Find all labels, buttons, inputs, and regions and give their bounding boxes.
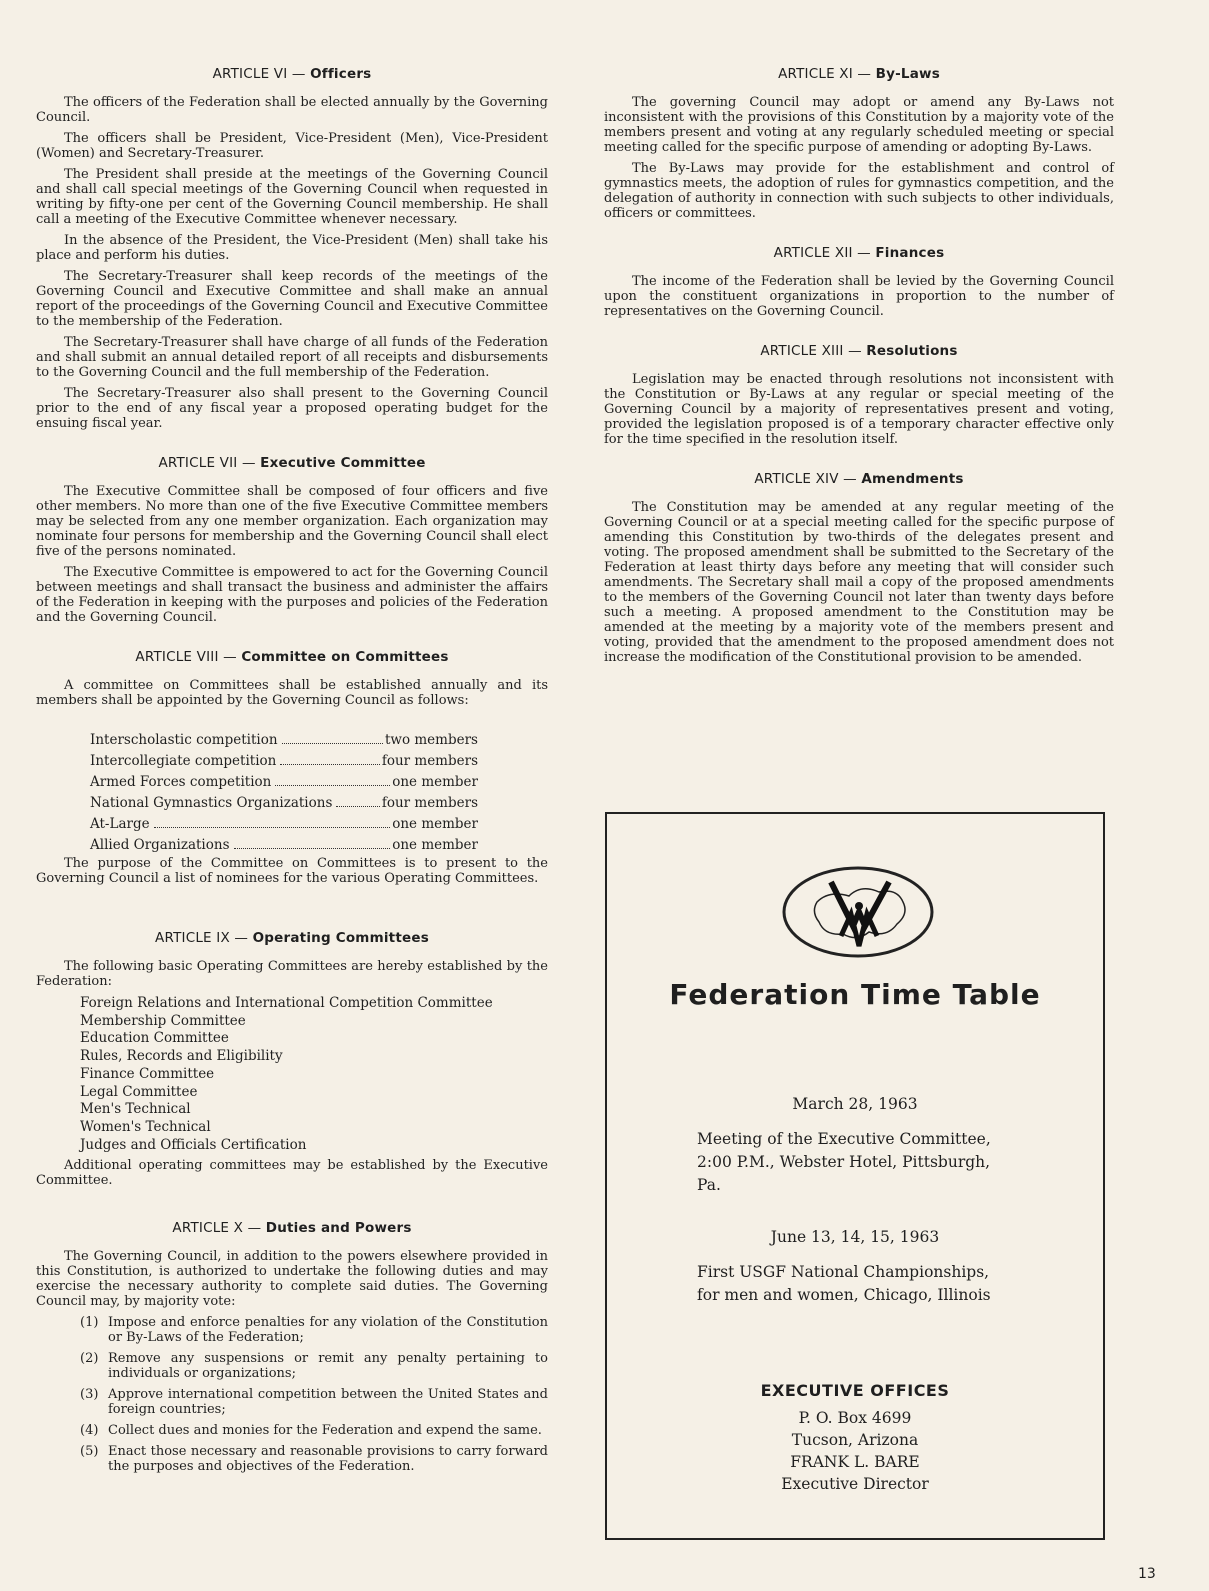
- article-6-paragraph: The President shall preside at the meetings of the Governing Council and shall call special meetings of the Governing Council when requested in writing by fifty-one per cent of the Governing Council membership. He shall call a meeting of the Executive Committee whenever necessary.: [36, 167, 548, 227]
- list-item: Legal Committee: [80, 1083, 198, 1100]
- list-item: National Gymnastics Organizations four members: [90, 795, 478, 811]
- list-item: (1) Impose and enforce penalties for any violation of the Constitution or By-Laws of the Federation;: [80, 1315, 548, 1346]
- event-date: June 13, 14, 15, 1963: [770, 1228, 940, 1246]
- event-description: Meeting of the Executive Committee, 2:00 P.M., Webster Hotel, Pittsburgh, Pa.: [697, 1130, 991, 1194]
- article-9-outro: Additional operating committees may be established by the Executive Committee.: [36, 1158, 548, 1189]
- usgf-logo-icon: [779, 862, 937, 962]
- committee-membership-list: [90, 730, 478, 856]
- article-13-paragraph: Legislation may be enacted through resolutions not inconsistent with the Constitution or By-Laws at any regular or special meeting of the Governing Council by a majority of representatives present and voting, provided the legislation proposed is of a temporary character effective only for the time specified in the resolution itself.: [604, 372, 1114, 447]
- list-item: (5) Enact those necessary and reasonable provisions to carry forward the purposes and objectives of the Federation.: [80, 1444, 548, 1475]
- executive-offices-heading: EXECUTIVE OFFICES: [760, 1381, 950, 1400]
- list-item: Interscholastic competition two members: [90, 732, 478, 748]
- article-7-paragraph: The Executive Committee is empowered to act for the Governing Council between meetings and shall transact the business and administer the affairs of the Federation in keeping with the purposes and policies of the Federation and the Governing Council.: [36, 565, 548, 625]
- list-item: Education Committee: [80, 1030, 229, 1047]
- article-7-paragraph: The Executive Committee shall be composed of four officers and five other members. No more than one of the five Executive Committee members may be selected from any one member organization. Each organization may nominate four persons for membership and the Governing Council shall elect five of the persons nominated.: [36, 484, 548, 559]
- list-item: Membership Committee: [80, 1012, 246, 1029]
- article-6-paragraph: The Secretary-Treasurer shall keep records of the meetings of the Governing Council and Executive Committee and shall make an annual report of the proceedings of the Governing Council and Executive Committee to the membership of the Federation.: [36, 269, 548, 329]
- list-item: Women's Technical: [80, 1118, 211, 1135]
- executive-offices-address: P. O. Box 4699 Tucson, Arizona FRANK L. BARE Executive Director: [781, 1409, 929, 1493]
- list-item: Allied Organizations one member: [90, 837, 478, 853]
- article-7-heading: ARTICLE VII — Executive Committee: [158, 455, 426, 471]
- article-11-heading: ARTICLE XI — By-Laws: [778, 66, 940, 82]
- event-date: March 28, 1963: [792, 1095, 918, 1113]
- article-10-intro: The Governing Council, in addition to the powers elsewhere provided in this Constitution, is authorized to undertake the following duties and may exercise the necessary authority to complete said duties. The Governing Council may, by majority vote:: [36, 1249, 548, 1310]
- list-item: Judges and Officials Certification: [80, 1136, 307, 1153]
- list-item: Foreign Relations and International Competition Committee: [80, 995, 493, 1011]
- article-11-paragraph: The By-Laws may provide for the establishment and control of gymnastics meets, the adoption of rules for gymnastics competition, and the delegation of authority in connection with such subjects to other individuals, officers or committees.: [604, 161, 1114, 221]
- article-6-paragraph: The officers shall be President, Vice-President (Men), Vice-President (Women) and Secretary-Treasurer.: [36, 131, 548, 161]
- article-11-paragraph: The governing Council may adopt or amend any By-Laws not inconsistent with the provisions of this Constitution by a majority vote of the members present and voting at any regularly scheduled meeting or special meeting called for the specific purpose of amending or adopting By-Laws.: [604, 95, 1114, 155]
- article-6-paragraph: The officers of the Federation shall be elected annually by the Governing Council.: [36, 95, 548, 125]
- list-item: (4) Collect dues and monies for the Federation and expend the same.: [80, 1423, 542, 1439]
- event-description: First USGF National Championships, for men and women, Chicago, Illinois: [697, 1263, 991, 1304]
- article-9-intro: The following basic Operating Committees are hereby established by the Federation:: [36, 959, 548, 989]
- left-column: [36, 66, 548, 1480]
- article-10-heading: ARTICLE X — Duties and Powers: [172, 1220, 412, 1237]
- article-6-heading: ARTICLE VI — Officers: [212, 66, 372, 82]
- article-13-heading: ARTICLE XIII — Resolutions: [760, 343, 958, 359]
- article-14-heading: ARTICLE XIV — Amendments: [754, 471, 964, 487]
- article-9-heading: ARTICLE IX — Operating Committees: [155, 930, 429, 946]
- article-14-paragraph: The Constitution may be amended at any regular meeting of the Governing Council or at a special meeting called for the specific purpose of amending this Constitution by two-thirds of the delegates present and voting. The proposed amendment shall be submitted to the Secretary of the Federation at least thirty days before any meeting that will consider such amendments. The Secretary shall mail a copy of the proposed amendments to the members of the Governing Council not later than twenty days before such a meeting. A proposed amendment to the Constitution may be amended at the meeting by a majority vote of the members present and voting, provided that the amendment to the proposed amendment does not increase the modification of the Constitutional provision to be amended.: [604, 500, 1114, 665]
- timetable-box: [605, 812, 1105, 1540]
- article-12-paragraph: The income of the Federation shall be levied by the Governing Council upon the constituent organizations in proportion to the number of representatives on the Governing Council.: [604, 274, 1114, 319]
- list-item: At-Large one member: [90, 816, 478, 832]
- article-8-outro: The purpose of the Committee on Committees is to present to the Governing Council a list of nominees for the various Operating Committees.: [36, 856, 548, 886]
- list-item: Intercollegiate competition four members: [90, 753, 478, 769]
- article-8-intro: A committee on Committees shall be established annually and its members shall be appointed by the Governing Council as follows:: [36, 678, 548, 708]
- article-6-paragraph: The Secretary-Treasurer also shall present to the Governing Council prior to the end of any fiscal year a proposed operating budget for the ensuing fiscal year.: [36, 386, 548, 431]
- list-item: Finance Committee: [80, 1065, 215, 1082]
- article-8-heading: ARTICLE VIII — Committee on Committees: [135, 649, 449, 665]
- page-number: 13: [1138, 1566, 1156, 1582]
- operating-committees-list: [80, 995, 548, 1154]
- timetable-title: Federation Time Table: [669, 978, 1041, 1011]
- article-12-heading: ARTICLE XII — Finances: [773, 245, 945, 261]
- list-item: Men's Technical: [80, 1101, 191, 1118]
- right-column: [604, 66, 1114, 671]
- article-6-paragraph: The Secretary-Treasurer shall have charge of all funds of the Federation and shall submit an annual detailed report of all receipts and disbursements to the Governing Council and the full membership of the Federation.: [36, 335, 548, 380]
- list-item: (3) Approve international competition between the United States and foreign countries;: [80, 1387, 548, 1418]
- list-item: Rules, Records and Eligibility: [80, 1048, 283, 1065]
- article-6-paragraph: In the absence of the President, the Vice-President (Men) shall take his place and perform his duties.: [36, 233, 548, 263]
- list-item: Armed Forces competition one member: [90, 774, 478, 790]
- list-item: (2) Remove any suspensions or remit any penalty pertaining to individuals or organizations;: [80, 1351, 548, 1382]
- duties-list: [80, 1315, 548, 1474]
